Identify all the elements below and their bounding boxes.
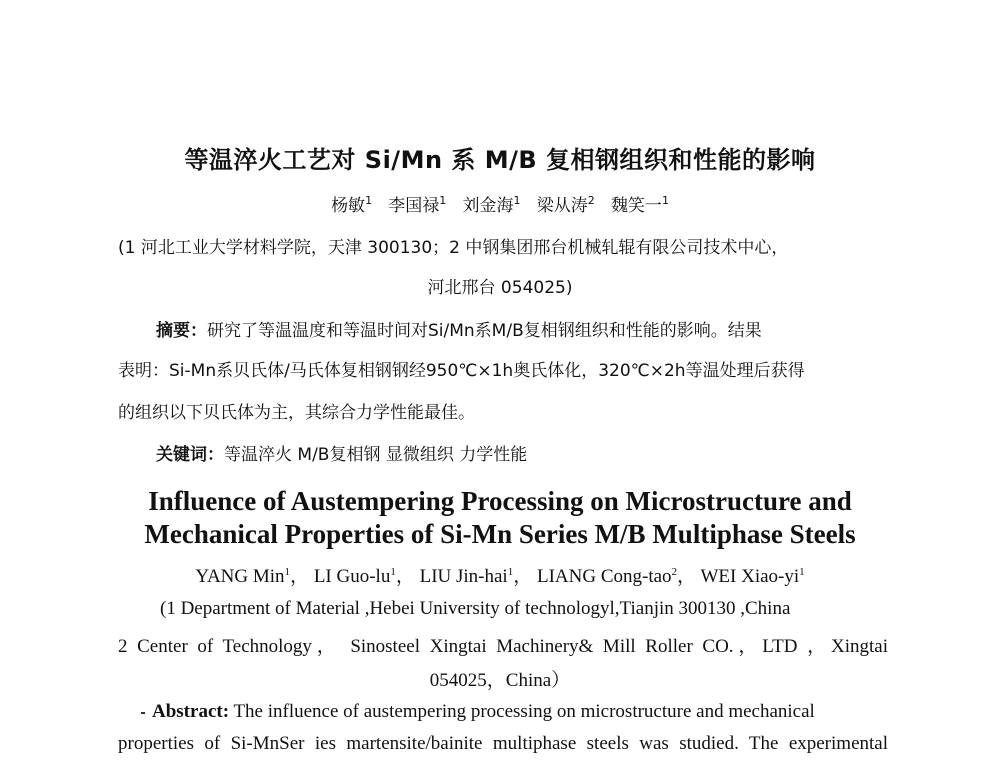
chinese-title: 等温淬火工艺对 Si/Mn 系 M/B 复相钢组织和性能的影响 <box>184 146 816 174</box>
author-cn-3: 刘金海$^1$ <box>462 194 521 216</box>
chinese-keywords-label: 关键词： <box>156 445 224 465</box>
author-cn-2: 李国禄$^1$ <box>388 194 447 216</box>
author-en-3: LIU Jin-hai$^1$， <box>419 566 533 587</box>
chinese-abstract-line-3: 的组织以下贝氏体为主，其综合力学性能最佳。 <box>118 403 475 423</box>
english-abstract-label: Abstract: <box>152 701 230 722</box>
english-abstract-line-2: properties of Si-MnSer ies martensite/bainite multiphase steels was studied. The experimental <box>118 733 888 754</box>
chinese-abstract-line-2: 表明：Si-Mn系贝氏体/马氏体复相钢钢经950℃×1h奥氏体化，320℃×2h等温处理后获得 <box>118 361 805 381</box>
author-cn-4: 梁从涛$^2$ <box>536 194 595 216</box>
chinese-keywords: 关键词：等温淬火 M/B复相钢 显微组织 力学性能 <box>156 445 528 465</box>
english-affiliation-line-1: (1 Department of Material ,Hebei University of technologyl,Tianjin 300130 ,China <box>160 598 791 619</box>
english-abstract-line-1: Abstract: The influence of austempering processing on microstructure and mechanical <box>152 701 815 722</box>
english-affiliation-line-3: 054025，China） <box>429 670 571 691</box>
author-cn-5: 魏笑一$^1$ <box>610 194 669 216</box>
author-en-4: LIANG Cong-tao$^2$， <box>536 566 697 587</box>
author-en-1: YANG Min$^1$， <box>195 566 310 587</box>
chinese-abstract-line-1: 摘要：研究了等温温度和等温时间对Si/Mn系M/B复相钢组织和性能的影响。结果 <box>156 321 762 341</box>
author-cn-1: 杨敏$^1$ <box>331 194 373 216</box>
english-title-line-1: Influence of Austempering Processing on Microstructure and <box>148 486 852 516</box>
english-title-line-2: Mechanical Properties of Si-Mn Series M/B Multiphase Steels <box>144 519 856 549</box>
chinese-authors <box>0 191 1000 216</box>
english-authors <box>0 561 1000 588</box>
chinese-affiliation-line-2: 河北邢台 054025) <box>427 278 573 298</box>
scan-dot-mark <box>141 712 145 714</box>
author-en-2: LI Guo-$lu^1$， <box>313 566 415 587</box>
chinese-affiliation-line-1: (1 河北工业大学材料学院，天津 300130；2 中钢集团邢台机械轧辊有限公司技术中心， <box>118 238 789 258</box>
english-affiliation-line-2: 2 Center of Technology， Sinosteel Xingtai Machinery& Mill Roller CO.，LTD ，Xingtai <box>118 636 888 657</box>
chinese-abstract-label: 摘要： <box>156 321 207 341</box>
author-en-5: WEI Xiao-$yi^1$ <box>700 566 805 587</box>
